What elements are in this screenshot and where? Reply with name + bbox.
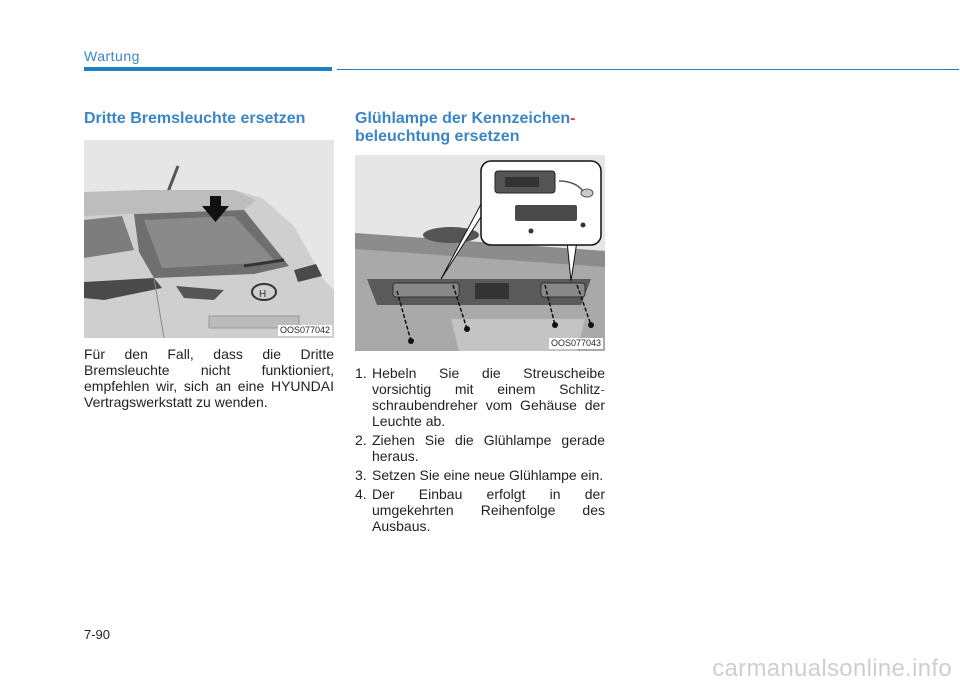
step-number: 4. xyxy=(355,486,367,502)
watermark: carmanualsonline.info xyxy=(712,655,952,682)
brake-light-figure xyxy=(84,140,334,338)
figure-code: OOS077043 xyxy=(550,338,601,348)
left-paragraph: Für den Fall, dass die Dritte Bremsleuchte nicht funktioniert, empfehlen wir, sich an eine HYUNDAI Vertragswerkstatt zu wenden. xyxy=(84,346,334,410)
step-text: Ziehen Sie die Glühlampe gerade heraus. xyxy=(372,432,605,464)
step-number: 3. xyxy=(355,467,367,483)
car-rear-illustration xyxy=(84,140,334,338)
heading-hyphen: - xyxy=(570,110,576,127)
step-text: Der Einbau erfolgt in der umgekehrten Reihenfolge des Ausbaus. xyxy=(372,486,605,534)
section-label: Wartung xyxy=(84,48,140,64)
step-number: 1. xyxy=(355,365,367,381)
figure-code: OOS077042 xyxy=(279,325,330,335)
tailgate-illustration xyxy=(355,155,605,351)
right-column xyxy=(355,110,605,537)
step-text-part: Hebeln Sie die Streuscheibe vorsichtig mit einem Schlitz xyxy=(372,365,605,397)
right-heading-line2: beleuchtung ersetzen xyxy=(355,128,520,145)
step-number: 2. xyxy=(355,432,367,448)
step-text: Setzen Sie eine neue Glühlampe ein. xyxy=(372,467,604,483)
step-text xyxy=(372,365,605,429)
plate-light-figure xyxy=(355,155,605,351)
header-rule-thin xyxy=(337,69,959,70)
step-item xyxy=(355,432,605,464)
page-number: 7-90 xyxy=(84,627,111,642)
step-item xyxy=(355,486,605,534)
instruction-steps xyxy=(355,365,605,534)
right-heading-line1: Glühlampe der Kennzeichen xyxy=(355,110,571,127)
left-column xyxy=(84,110,334,424)
step-item xyxy=(355,467,605,483)
svg-text:H: H xyxy=(259,289,267,300)
step-hyphen: - xyxy=(600,381,605,397)
right-heading xyxy=(355,110,605,146)
step-text-part: schraubendreher vom Gehäuse der Leuchte ab. xyxy=(372,397,605,429)
header-rule-thick xyxy=(84,67,332,71)
left-heading: Dritte Bremsleuchte ersetzen xyxy=(84,110,306,127)
step-item xyxy=(355,365,605,429)
